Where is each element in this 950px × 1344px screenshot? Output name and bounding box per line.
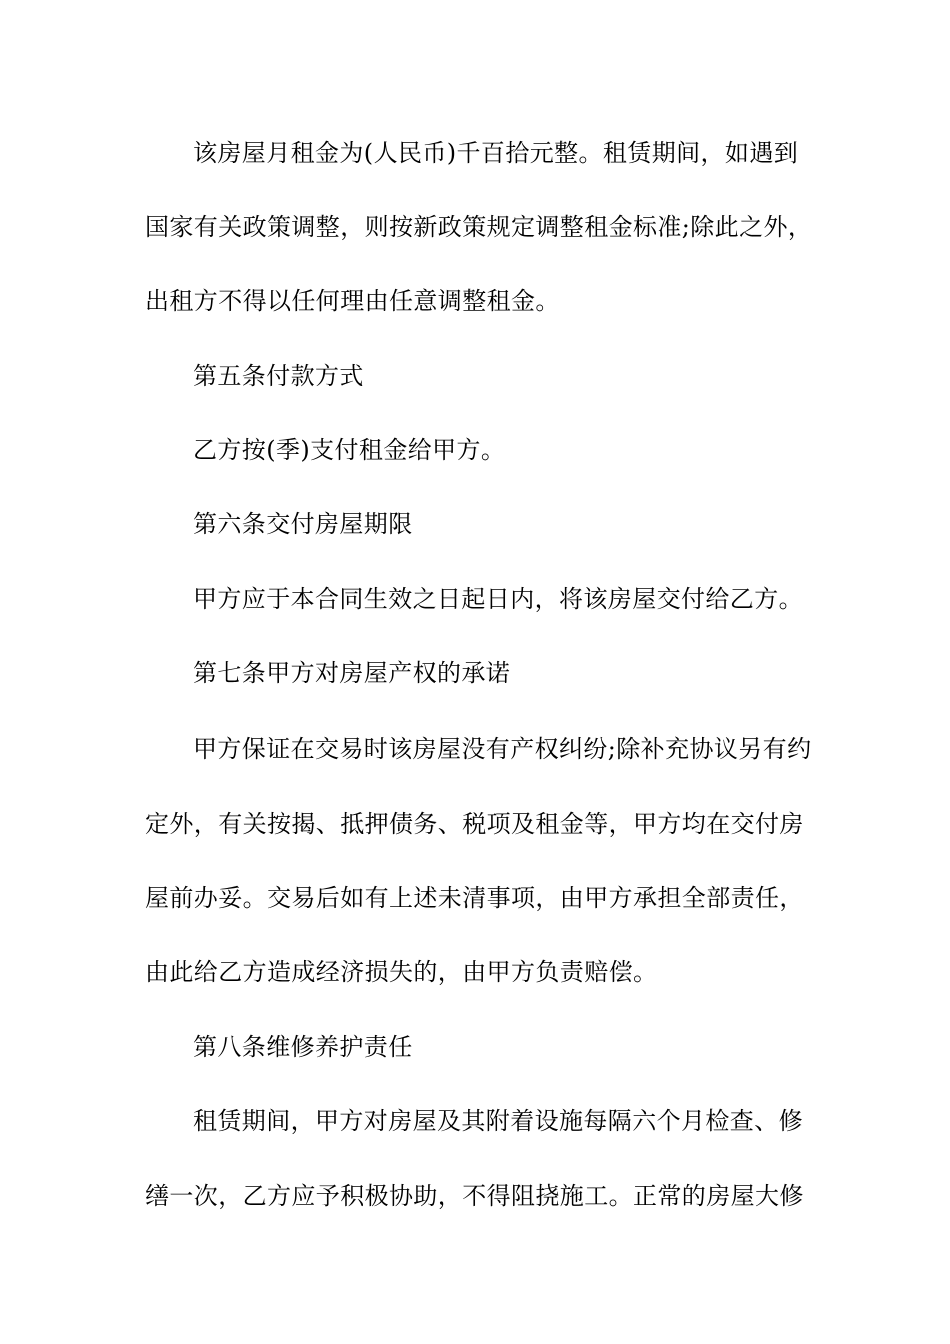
paragraph-line: 屋前办妥。交易后如有上述未清事项，由甲方承担全部责任， [145, 884, 804, 912]
paragraph-line: 缮一次，乙方应予积极协助，不得阻挠施工。正常的房屋大修 [145, 1182, 804, 1210]
paragraph-line: 由此给乙方造成经济损失的，由甲方负责赔偿。 [145, 958, 658, 986]
paragraph-line: 该房屋月租金为(人民币)千百拾元整。租赁期间，如遇到 [193, 139, 799, 167]
paragraph-line: 甲方保证在交易时该房屋没有产权纠纷;除补充协议另有约 [193, 735, 812, 763]
paragraph-line: 国家有关政策调整，则按新政策规定调整租金标准;除此之外， [145, 213, 813, 241]
section-heading: 第八条维修养护责任 [193, 1033, 413, 1061]
paragraph-line: 乙方按(季)支付租金给甲方。 [193, 436, 506, 464]
section-heading: 第六条交付房屋期限 [193, 510, 413, 538]
section-heading: 第七条甲方对房屋产权的承诺 [193, 659, 511, 687]
paragraph-line: 定外，有关按揭、抵押债务、税项及租金等，甲方均在交付房 [145, 810, 804, 838]
paragraph-line: 甲方应于本合同生效之日起日内，将该房屋交付给乙方。 [193, 585, 803, 613]
section-heading: 第五条付款方式 [193, 362, 364, 390]
paragraph-line: 租赁期间，甲方对房屋及其附着设施每隔六个月检查、修 [193, 1107, 803, 1135]
paragraph-line: 出租方不得以任何理由任意调整租金。 [145, 287, 560, 315]
